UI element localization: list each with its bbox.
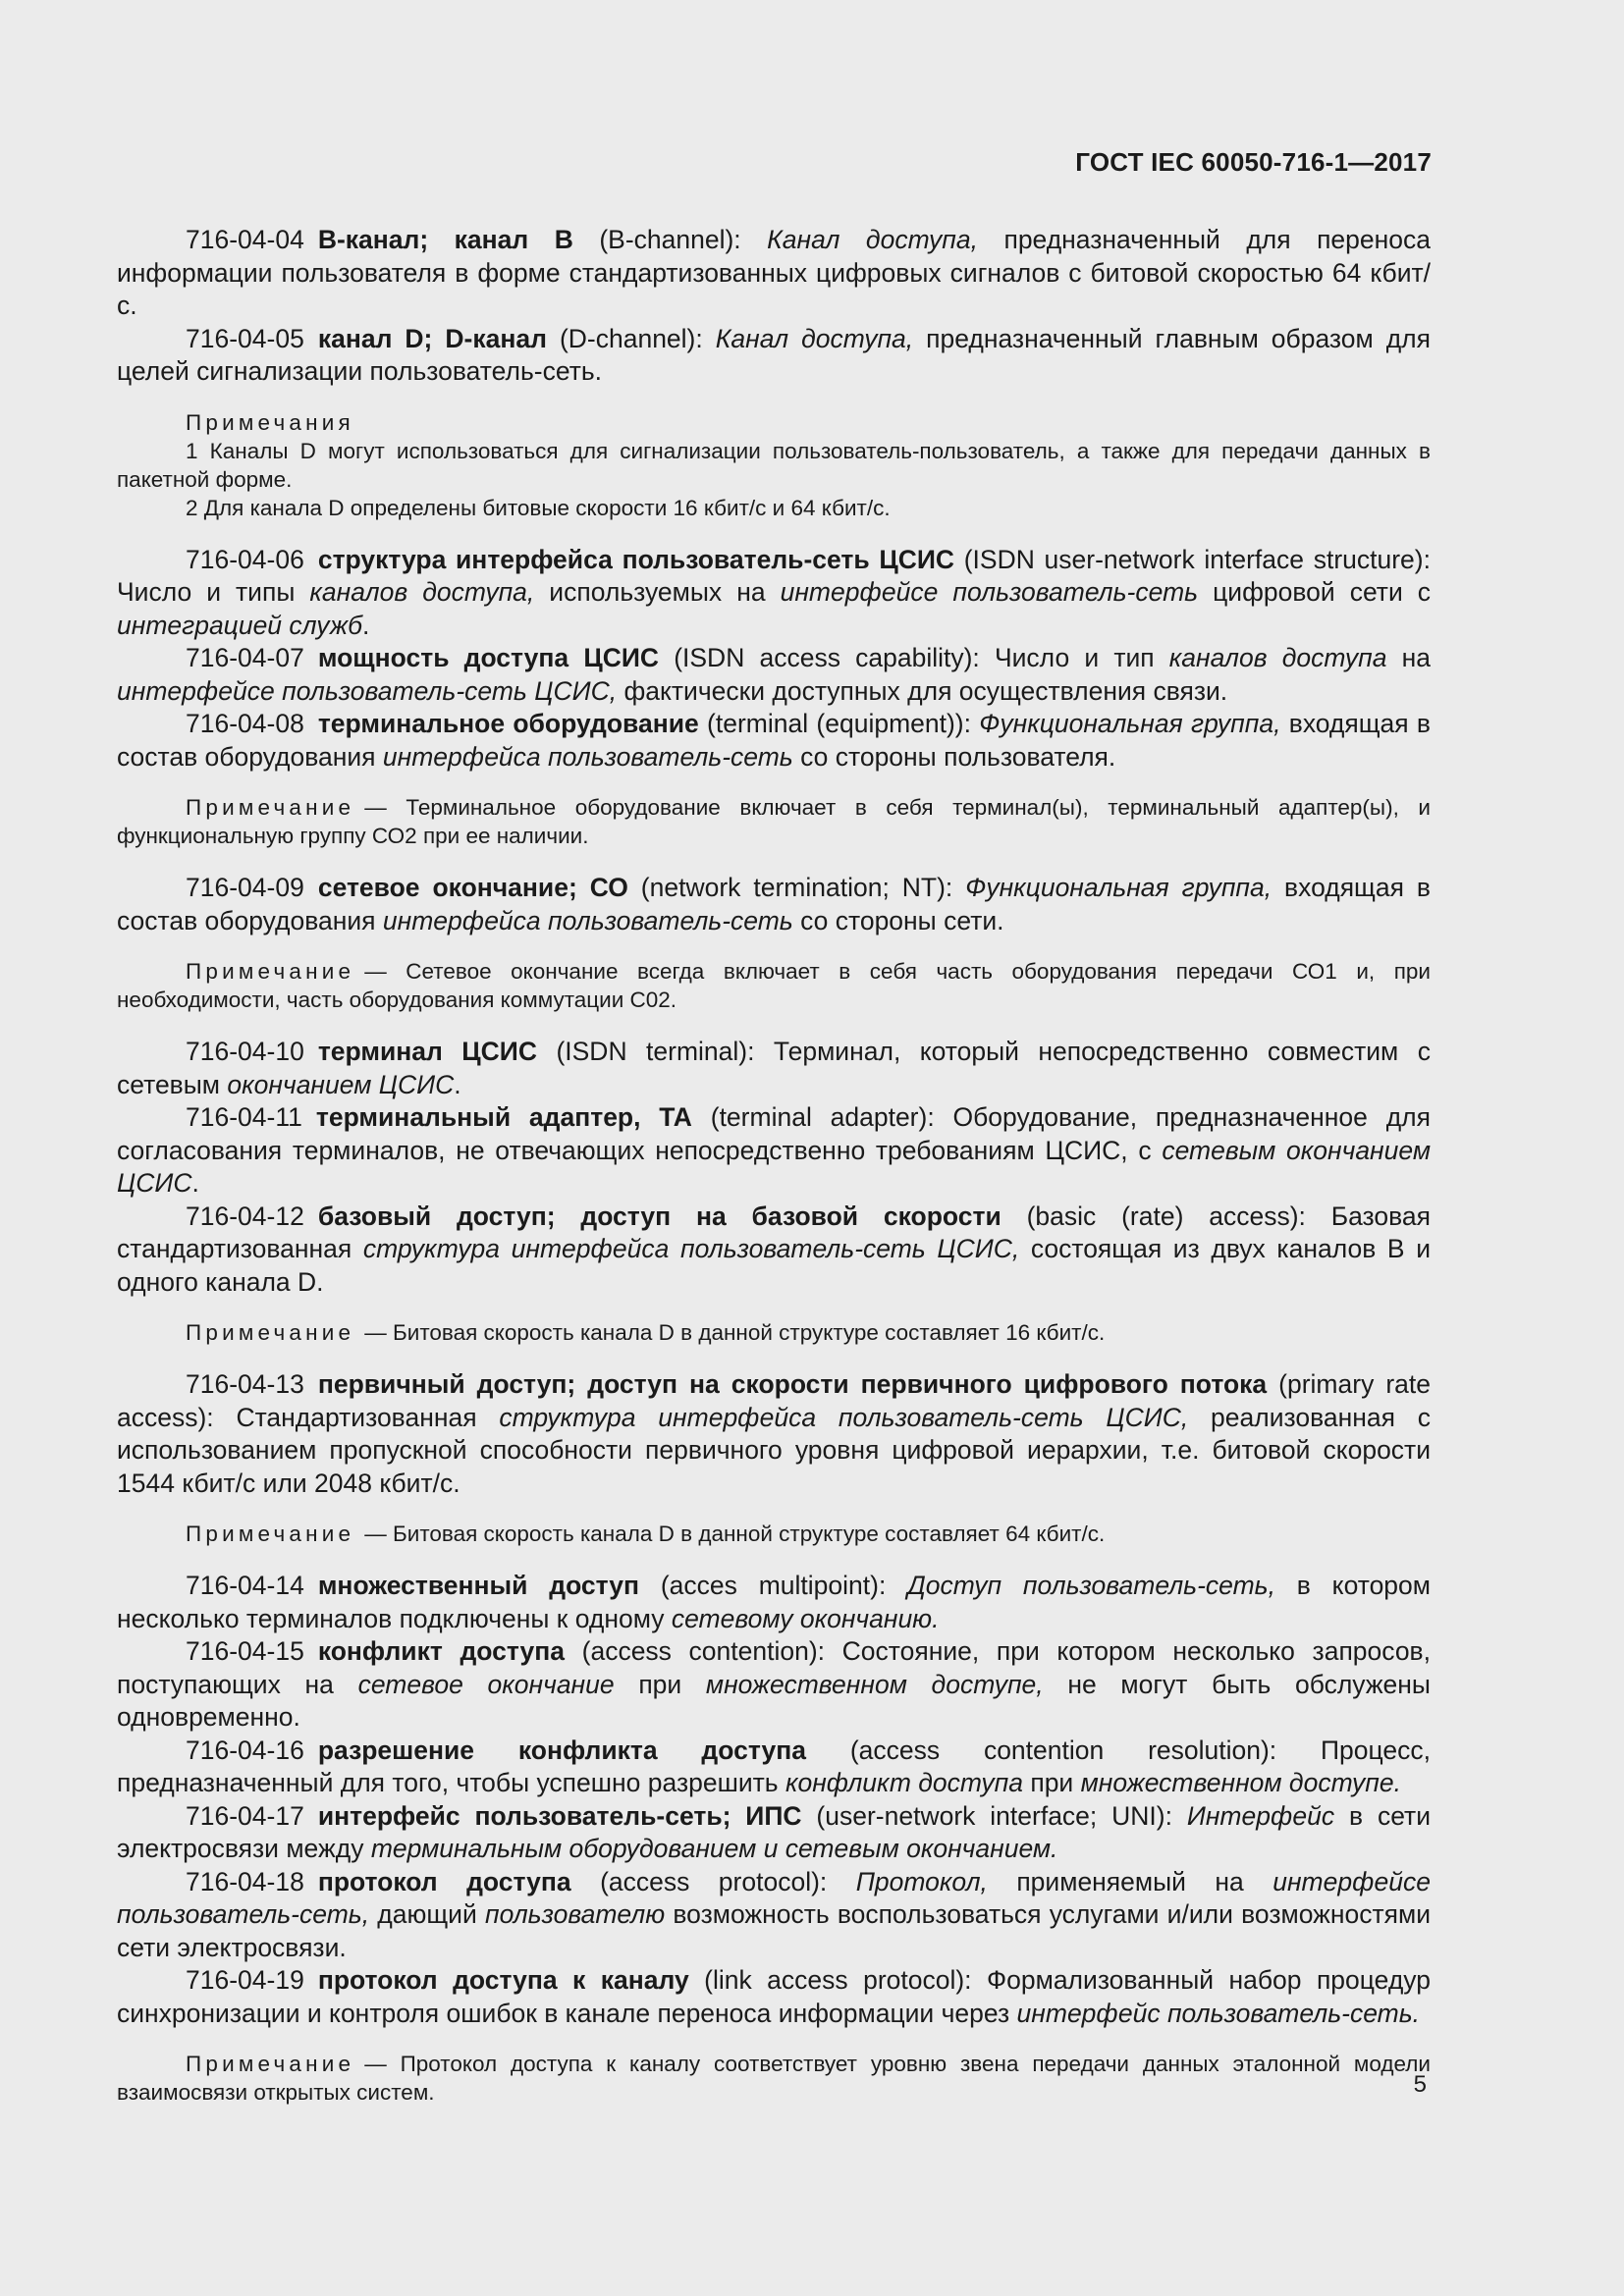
term-number: 716-04-16	[186, 1735, 304, 1765]
term-number: 716-04-09	[186, 873, 304, 902]
term-entry-716-04-04	[117, 224, 1431, 323]
term-reference: интерфейсе пользователь-сеть,	[117, 1866, 1431, 1929]
term-definition: в котором несколько терминалов подключены к одному	[117, 1571, 1432, 1633]
term-name: B-канал; канал B	[317, 225, 573, 254]
note-label: Примечание	[186, 1320, 355, 1345]
term-entry-716-04-15	[117, 1635, 1431, 1735]
document-body	[117, 224, 1431, 2128]
term-definition: на	[1386, 643, 1431, 672]
note-text: — Терминальное оборудование включает в себя терминал(ы), терминальный адаптер(ы), и функциональную группу СО2 при ее наличии.	[117, 795, 1431, 848]
term-entry-716-04-10	[117, 1036, 1431, 1101]
term-definition: реализованная с использованием пропускной способности первичного уровня цифровой иерархии, т.е. битовой скорости 1544 кбит/с или 2048 кбит/с.	[117, 1402, 1432, 1498]
term-english: (user-network interface; UNI):	[816, 1800, 1187, 1831]
term-definition: входящая в состав оборудования	[117, 873, 1431, 935]
note-block-716-04-09	[117, 957, 1431, 1014]
term-entry-716-04-08	[117, 708, 1431, 774]
term-reference: Функциональная группа,	[965, 873, 1272, 902]
term-definition: предназначенный для переноса информации пользователя в форме стандартизованных цифровых сигналов с битовой скоростью 64 кбит/с.	[117, 225, 1431, 320]
note-item	[117, 1318, 1431, 1347]
term-number: 716-04-19	[186, 1965, 304, 1995]
term-number: 716-04-12	[186, 1201, 304, 1231]
term-definition: со стороны сети.	[792, 905, 1004, 935]
term-definition: используемых на	[534, 577, 781, 607]
term-reference: конфликт доступа	[785, 1768, 1023, 1797]
note-text: — Сетевое окончание всегда включает в себя часть оборудования передачи СО1 и, при необходимости, часть оборудования коммутации С02.	[117, 959, 1431, 1012]
term-english: (access protocol):	[600, 1866, 856, 1896]
term-reference: Интерфейс	[1186, 1800, 1335, 1831]
term-entry-716-04-13	[117, 1368, 1431, 1500]
term-number: 716-04-18	[186, 1866, 304, 1896]
term-english: (access contention): Состояние, при котором несколько запросов, поступающих на	[117, 1636, 1431, 1699]
term-reference: Доступ пользователь-сеть,	[907, 1571, 1275, 1600]
term-definition: цифровой сети с	[1198, 577, 1432, 607]
term-definition: в сети электросвязи между	[117, 1800, 1431, 1863]
term-number: 716-04-13	[186, 1369, 304, 1399]
term-definition: входящая в состав оборудования	[117, 709, 1431, 772]
note-block-716-04-12	[117, 1318, 1431, 1347]
term-definition: фактически доступных для осуществления связи.	[617, 675, 1228, 706]
page-number: 5	[1413, 2071, 1427, 2098]
term-reference: Функциональная группа,	[979, 709, 1281, 738]
note-label: Примечание	[186, 1522, 355, 1546]
term-reference: Канал доступа,	[767, 225, 978, 254]
term-number: 716-04-05	[186, 323, 304, 353]
term-english: (ISDN access capability): Число и тип	[674, 643, 1169, 672]
term-number: 716-04-14	[186, 1571, 304, 1600]
term-entry-716-04-19	[117, 1964, 1431, 2030]
term-reference: окончанием ЦСИС	[227, 1069, 455, 1099]
note-block-716-04-08	[117, 793, 1431, 850]
term-name: разрешение конфликта доступа	[317, 1735, 806, 1765]
term-definition: со стороны пользователя.	[792, 741, 1116, 772]
term-english: (access contention resolution): Процесс, предназначенный для того, чтобы успешно разрешить	[117, 1735, 1431, 1797]
term-reference: множественном доступе.	[1080, 1768, 1401, 1797]
note-item-2: 2 Для канала D определены битовые скорости 16 кбит/с и 64 кбит/с.	[186, 495, 891, 520]
term-reference: интерфейса пользователь-сеть	[382, 741, 793, 772]
term-reference: каналов доступа	[1168, 643, 1387, 672]
term-entry-716-04-12	[117, 1201, 1431, 1300]
term-definition: дающий	[369, 1899, 485, 1929]
term-reference: терминальным оборудованием и сетевым окончанием.	[370, 1834, 1058, 1863]
term-number: 716-04-11	[186, 1102, 302, 1132]
term-entry-716-04-14	[117, 1570, 1431, 1635]
term-name: интерфейс пользователь-сеть; ИПС	[317, 1800, 802, 1831]
term-english: (network termination; NT):	[640, 873, 966, 902]
note-item	[117, 1520, 1431, 1548]
term-number: 716-04-04	[186, 225, 304, 254]
term-name: структура интерфейса пользователь-сеть ЦСИС	[317, 544, 955, 574]
term-english: (terminal (equipment)):	[707, 709, 980, 738]
note-text: — Битовая скорость канала D в данной структуре составляет 64 кбит/с.	[364, 1522, 1106, 1546]
term-name: мощность доступа ЦСИС	[317, 643, 660, 672]
term-name: протокол доступа	[317, 1866, 571, 1896]
term-reference: сетевому окончанию.	[671, 1603, 940, 1633]
note-label: Примечание	[186, 795, 355, 820]
term-number: 716-04-17	[186, 1800, 304, 1831]
term-number: 716-04-08	[186, 709, 304, 738]
term-english: (ISDN user-network interface structure): Число и типы	[117, 544, 1431, 607]
term-definition: .	[191, 1168, 199, 1198]
term-definition: при	[1022, 1768, 1081, 1797]
note-block-716-04-13	[117, 1520, 1431, 1548]
term-english: (terminal adapter): Оборудование, предназначенное для согласования терминалов, не отвечающих непосредственно требованиям ЦСИС, с	[117, 1102, 1431, 1165]
term-definition: не могут быть обслужены одновременно.	[117, 1669, 1431, 1732]
term-reference: интеграцией служб	[117, 610, 362, 640]
term-number: 716-04-06	[186, 544, 304, 574]
note-label: Примечание	[186, 2052, 355, 2076]
term-entry-716-04-16	[117, 1735, 1431, 1800]
term-name: конфликт доступа	[317, 1636, 565, 1666]
term-reference: структура интерфейса пользователь-сеть ЦСИС,	[362, 1234, 1020, 1263]
term-reference: пользователю	[484, 1899, 666, 1929]
term-name: терминал ЦСИС	[317, 1037, 537, 1066]
note-heading	[117, 408, 1431, 437]
term-reference: интерфейс пользователь-сеть.	[1016, 1998, 1421, 2028]
term-english: (ISDN terminal): Терминал, который непосредственно совместим с сетевым	[117, 1037, 1431, 1099]
note-text: — Протокол доступа к каналу соответствует уровню звена передачи данных эталонной модели взаимосвязи открытых систем.	[117, 2052, 1431, 2105]
note-item	[117, 957, 1431, 1014]
term-name: терминальный адаптер, ТА	[315, 1102, 692, 1132]
note-item-1: 1 Каналы D могут использоваться для сигнализации пользователь-пользователь, а также для передачи данных в пакетной форме.	[117, 438, 1431, 492]
term-reference: Протокол,	[855, 1866, 988, 1896]
term-entry-716-04-06	[117, 544, 1431, 643]
term-entry-716-04-07	[117, 642, 1431, 708]
term-english: (primary rate access): Стандартизованная	[117, 1369, 1431, 1432]
term-name: первичный доступ; доступ на скорости первичного цифрового потока	[317, 1369, 1268, 1399]
term-definition: возможность воспользоваться услугами и/или возможностями сети электросвязи.	[117, 1899, 1431, 1962]
term-definition: .	[454, 1069, 461, 1099]
term-entry-716-04-18	[117, 1866, 1431, 1965]
term-number: 716-04-07	[186, 643, 304, 672]
term-name: сетевое окончание; СО	[317, 873, 628, 902]
note-block-716-04-19	[117, 2050, 1431, 2107]
term-entry-716-04-17	[117, 1800, 1431, 1866]
term-reference: интерфейсе пользователь-сеть	[780, 577, 1199, 607]
term-reference: интерфейсе пользователь-сеть ЦСИС,	[117, 675, 618, 706]
term-name: базовый доступ; доступ на базовой скорости	[317, 1201, 1001, 1231]
term-reference: сетевым окончанием ЦСИС	[117, 1135, 1431, 1198]
term-name: канал D; D-канал	[317, 323, 547, 353]
document-header: ГОСТ IEC 60050-716-1—2017	[1075, 147, 1432, 177]
term-reference: каналов доступа,	[309, 577, 535, 607]
term-definition: применяемый на	[987, 1866, 1273, 1896]
term-reference: множественном доступе,	[705, 1669, 1044, 1699]
term-definition: .	[362, 610, 370, 640]
term-entry-716-04-09	[117, 872, 1431, 937]
note-label: Примечания	[186, 409, 354, 435]
term-english: (basic (rate) access): Базовая стандартизованная	[117, 1201, 1431, 1263]
term-definition: при	[614, 1669, 706, 1699]
note-text: — Битовая скорость канала D в данной структуре составляет 16 кбит/с.	[364, 1320, 1106, 1345]
term-reference: структура интерфейса пользователь-сеть ЦСИС,	[499, 1402, 1189, 1432]
term-english: (acces multipoint):	[660, 1571, 908, 1600]
note-block-716-04-05	[117, 408, 1431, 522]
term-english: (link access protocol): Формализованный набор процедур синхронизации и контроля ошибок в канале переноса информации через	[117, 1965, 1431, 2028]
term-definition: состоящая из двух каналов B и одного канала D.	[117, 1234, 1431, 1297]
term-entry-716-04-11	[117, 1101, 1431, 1201]
term-entry-716-04-05	[117, 323, 1431, 389]
term-number: 716-04-10	[186, 1037, 304, 1066]
note-item	[117, 2050, 1431, 2107]
term-number: 716-04-15	[186, 1636, 304, 1666]
note-label: Примечание	[186, 959, 355, 984]
term-reference: Канал доступа,	[715, 323, 914, 353]
term-english: (B-channel):	[599, 225, 768, 254]
term-english: (D-channel):	[559, 323, 716, 353]
term-definition: предназначенный главным образом для целей сигнализации пользователь-сеть.	[117, 323, 1431, 386]
term-reference: интерфейса пользователь-сеть	[382, 905, 793, 935]
term-name: терминальное оборудование	[317, 709, 699, 738]
term-name: протокол доступа к каналу	[317, 1965, 689, 1995]
term-name: множественный доступ	[317, 1571, 640, 1600]
term-reference: сетевое окончание	[357, 1669, 615, 1699]
note-item	[117, 793, 1431, 850]
